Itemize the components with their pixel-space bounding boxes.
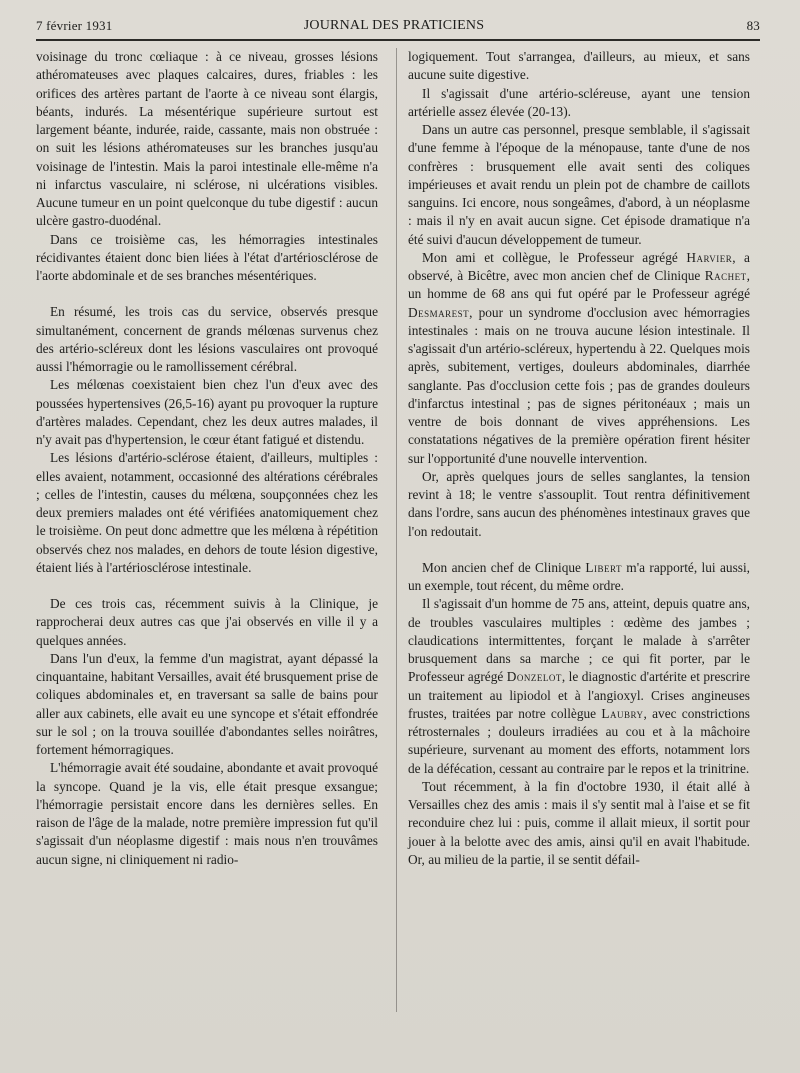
paragraph [408, 595, 750, 778]
page-header [28, 14, 760, 38]
page-number: 83 [746, 18, 760, 33]
author-name: Rachet [704, 268, 747, 283]
paragraph: Dans l'un d'eux, la femme d'un magistrat, ayant dépassé la cinquantaine, habitant Versailles, avait été brusquement prise de coliques abdominales et, en traversant sa salle de bains pour aller aux cabinets, elle avait eu une syncope et s'était effondrée sur le sol ; on la trouva souillée d'abondantes selles noirâtres, fortement hémorragiques. [36, 650, 378, 757]
paragraph [408, 559, 750, 596]
paragraph: Dans un autre cas personnel, presque semblable, il s'agissait d'une femme à l'époque de la ménopause, tante d'une de nos confrères : brusquement elle avait senti des coliques impérieuses et avait rendu un plein pot de chambre de caillots sanguins. Ici encore, nous songeâmes, d'abord, à un néoplasme : mais il n'y en avait aucun signe. Cet épisode dramatique n'a été suivi d'aucun développement de tumeur. [408, 122, 750, 247]
author-name: Harvier [686, 249, 733, 265]
paragraph-gap [36, 577, 378, 595]
author-name: Desmarest [408, 304, 470, 320]
author-name: Donzelot [506, 669, 562, 685]
paragraph: L'hémorragie avait été soudaine, abondante et avait provoqué la syncope. Quand je la vis, elle était presque exsangue; l'hémorragie persistait encore dans les dernières selles. En raison de l'âge de la malade, notre première impression fut qu'il s'agissait d'un néoplasme digestif : mais nous n'en trouvâmes aucun signe, ni cliniquement ni radio- [36, 760, 378, 867]
paragraph: Il s'agissait d'une artério-scléreuse, ayant une tension artérielle assez élevée (20-13). [408, 85, 750, 119]
text-run: , un homme de 68 ans qui fut opéré par le Professeur agrégé [408, 268, 750, 302]
right-column [408, 48, 750, 1048]
text-run: Il s'agissait d'un homme de 75 ans, atteint, depuis quatre ans, de troubles vasculaires multiples : œdème des jambes ; claudications intermittentes, forçant le malade à s'arrêter brusquement dans sa marche ; ce qui fit porter, par le Professeur agrégé [408, 596, 750, 685]
paragraph: Dans ce troisième cas, les hémorragies intestinales récidivantes étaient donc bien liées à l'état d'artériosclérose de l'aorte abdominale et de ses branches mésentériques. [36, 231, 378, 283]
journal-title: JOURNAL DES PRATICIENS [303, 18, 485, 33]
author-name: Laubry [601, 705, 644, 721]
text-run: Mon ancien chef de Clinique [422, 559, 586, 575]
paragraph [408, 249, 750, 468]
left-column [36, 48, 378, 1048]
text-run: Mon ami et collègue, le Professeur agrégé [422, 249, 687, 265]
paragraph: En résumé, les trois cas du service, observés presque simultanément, concernent de grands mélœnas survenus chez des artério-scléreux dont les lésions vasculaires ont provoqué aussi l'hémorragie ou le ramollissement cérébral. [36, 304, 378, 374]
paragraph: De ces trois cas, récemment suivis à la Clinique, je rapprocherai deux autres cas que j'ai observés en ville il y a quelques années. [36, 596, 378, 648]
paragraph-gap [408, 541, 750, 559]
paragraph: logiquement. Tout s'arrangea, d'ailleurs, au mieux, et sans aucune suite digestive. [408, 49, 750, 83]
author-name: Libert [585, 559, 622, 575]
text-run: m'a rapporté, lui aussi, un exemple, tout récent, du même ordre. [408, 559, 750, 593]
paragraph: Tout récemment, à la fin d'octobre 1930, il était allé à Versailles chez des amis : mais il s'y sentit mal à l'aise et se fit reconduire chez lui : puis, comme il allait mieux, il sortit pour jouer à la belotte avec des amis, ainsi qu'il en avait l'habitude. Or, au milieu de la partie, il se sentit défail- [408, 778, 750, 867]
article-columns [36, 48, 750, 1048]
paragraph: Les mélœnas coexistaient bien chez l'un d'eux avec des poussées hypertensives (26,5-16) ayant pu provoquer la rupture d'artères malades. Cependant, chez les deux autres malades, il n'y avait pas d'hypertension, le cœur étant fatigué et distendu. [36, 377, 378, 447]
paragraph: Les lésions d'artério-sclérose étaient, d'ailleurs, multiples : elles avaient, notamment, occasionné des altérations cérébrales ; celles de l'intestin, causes du mélœna, soupçonnées chez les deux premiers malades ont été vérifiées anatomiquement chez le troisième. On peut donc admettre que les mélœna à répétition observés chez nos malades, en dehors de toute lésion digestive, étaient liés à l'artériosclérose intestinale. [36, 450, 378, 575]
text-run: , avec constrictions rétrosternales ; douleurs irradiées au cou et à la mâchoire supérieure, survenant au moment des efforts, notamment lors de la défécation, cessant au contraire par le repos et la trinitrine. [408, 705, 751, 776]
header-rule [36, 39, 760, 41]
text-run: , pour un syndrome d'occlusion avec hémorragies intestinales : mais on ne trouva aucune lésion intestinale. Il s'agissait d'un artério-scléreux, hypertendu à 22. Quelques mois après, subitement, vertiges, douleurs abdominales, diarrhée sanglante. Pas d'occlusion cette fois ; pas de grandes douleurs d'infarctus intestinal ; pas de signes péritonéaux ; mais un ventre de bois donnant de vives appréhensions. Les constatations négatives de la première opération firent hésiter sur l'opportunité d'une nouvelle intervention. [408, 304, 750, 466]
paragraph: voisinage du tronc cœliaque : à ce niveau, grosses lésions athéromateuses avec plaques calcaires, dures, friables : les orifices des artères partant de l'aorte à ce niveau sont élargis, béants, indurés. La mésentérique supérieure surtout est largement béante, indurée, raide, cassante, mais non obstruée : on suit les lésions athéromateuses sur les branches jusqu'au voisinage de l'intestin. Mais la paroi intestinale elle-même n'a ni infarctus vasculaire, ni sclérose, ni ulcérations visibles. Aucune tumeur en un point quelconque du tube digestif : aucun ulcère gastro-duodénal. [36, 49, 378, 229]
paragraph-gap [36, 285, 378, 303]
header-date: 7 février 1931 [36, 18, 113, 33]
text-run: , a observé, à Bicêtre, avec mon ancien chef de Clinique [408, 249, 750, 283]
text-run: , le diagnostic d'artérite et prescrire un traitement au lipiodol et à l'angioxyl. Crises angineuses frustes, traitées par notre collègue [408, 669, 750, 721]
paragraph: Or, après quelques jours de selles sanglantes, la tension revint à 18; le ventre s'assouplit. Tout rentra définitivement dans l'ordre, sans aucun des phénomènes intestinaux graves que l'on redoutait. [408, 468, 750, 539]
